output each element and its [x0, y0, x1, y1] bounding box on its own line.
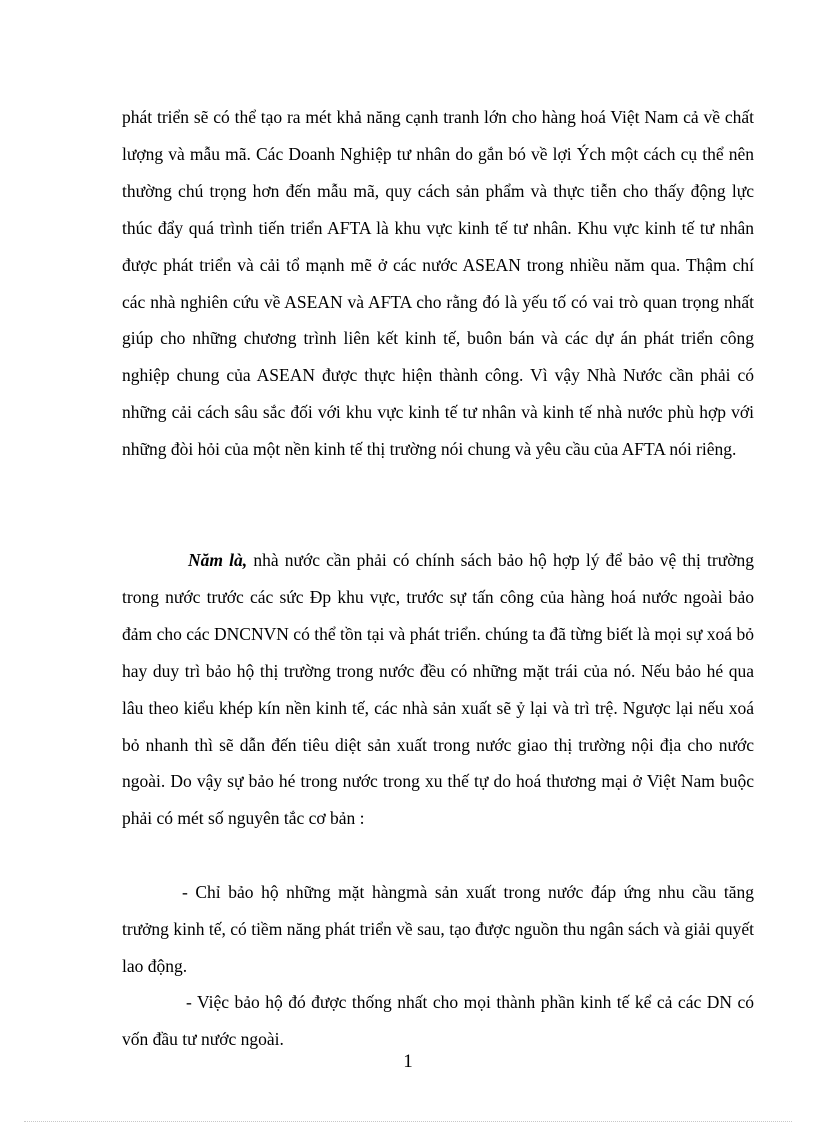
paragraph-lead: Năm là,	[188, 550, 248, 570]
paragraph-text: phát triển sẽ có thể tạo ra mét khả năng cạnh tranh lớn cho hàng hoá Việt Nam cả về chất lượng và mẫu mã. Các Doanh Nghiệp tư nhân do gắn bó về lợi Ých một cách cụ thể nên thường chú trọng hơn đến mẫu mã, quy cách sản phẩm và thực tiễn cho thấy động lực thúc đẩy quá trình tiến triển AFTA là khu vực kinh tế tư nhân. Khu vực kinh tế tư nhân được phát triển và cải tổ mạnh mẽ ở các nước ASEAN trong nhiều năm qua. Thậm chí các nhà nghiên cứu về ASEAN và AFTA cho rằng đó là yếu tố có vai trò quan trọng nhất giúp cho những chương trình liên kết kinh tế, buôn bán và các dự án phát triển công nghiệp chung của ASEAN được thực hiện thành công. Vì vậy Nhà Nước cần phải có những cải cách sâu sắc đối với khu vực kinh tế tư nhân và kinh tế nhà nước phù hợp với những đòi hỏi của một nền kinh tế thị trường nói chung và yêu cầu của AFTA nói riêng.	[122, 107, 754, 460]
paragraph-text: nhà nước cần phải có chính sách bảo hộ hợp lý để bảo vệ thị trường trong nước trước các sức Ðp khu vực, trước sự tấn công của hàng hoá nước ngoài bảo đảm cho các DNCNVN có thể tồn tại và phát triển. chúng ta đã từng biết là mọi sự xoá bỏ hay duy trì bảo hộ thị trường trong nước đều có những mặt trái của nó. Nếu bảo hé qua lâu theo kiểu khép kín nền kinh tế, các nhà sản xuất sẽ ỷ lại và trì trệ. Ngược lại nếu xoá bỏ nhanh thì sẽ dẫn đến tiêu diệt sản xuất trong nước giao thị trường nội địa cho nước ngoài. Do vậy sự bảo hé trong nước trong xu thế tự do hoá thương mại ở Việt Nam buộc phải có mét số nguyên tắc cơ bản :	[122, 550, 754, 829]
paragraph-private-sector	[122, 99, 754, 468]
page-number: 1	[403, 1051, 413, 1072]
paragraph-fifth-point	[122, 542, 754, 837]
bullet-text: - Việc bảo hộ đó được thống nhất cho mọi thành phần kinh tế kể cả các DN có vốn đầu tư nước ngoài.	[122, 992, 754, 1049]
bullet-item-protect-products	[122, 874, 754, 985]
bullet-text: - Chỉ bảo hộ những mặt hàngmà sản xuất trong nước đáp ứng nhu cầu tăng trưởng kinh tế, có tiềm năng phát triển về sau, tạo được nguồn thu ngân sách và giải quyết lao động.	[122, 882, 754, 976]
page-divider	[24, 1121, 792, 1122]
bullet-item-uniform-protection	[122, 984, 754, 1058]
